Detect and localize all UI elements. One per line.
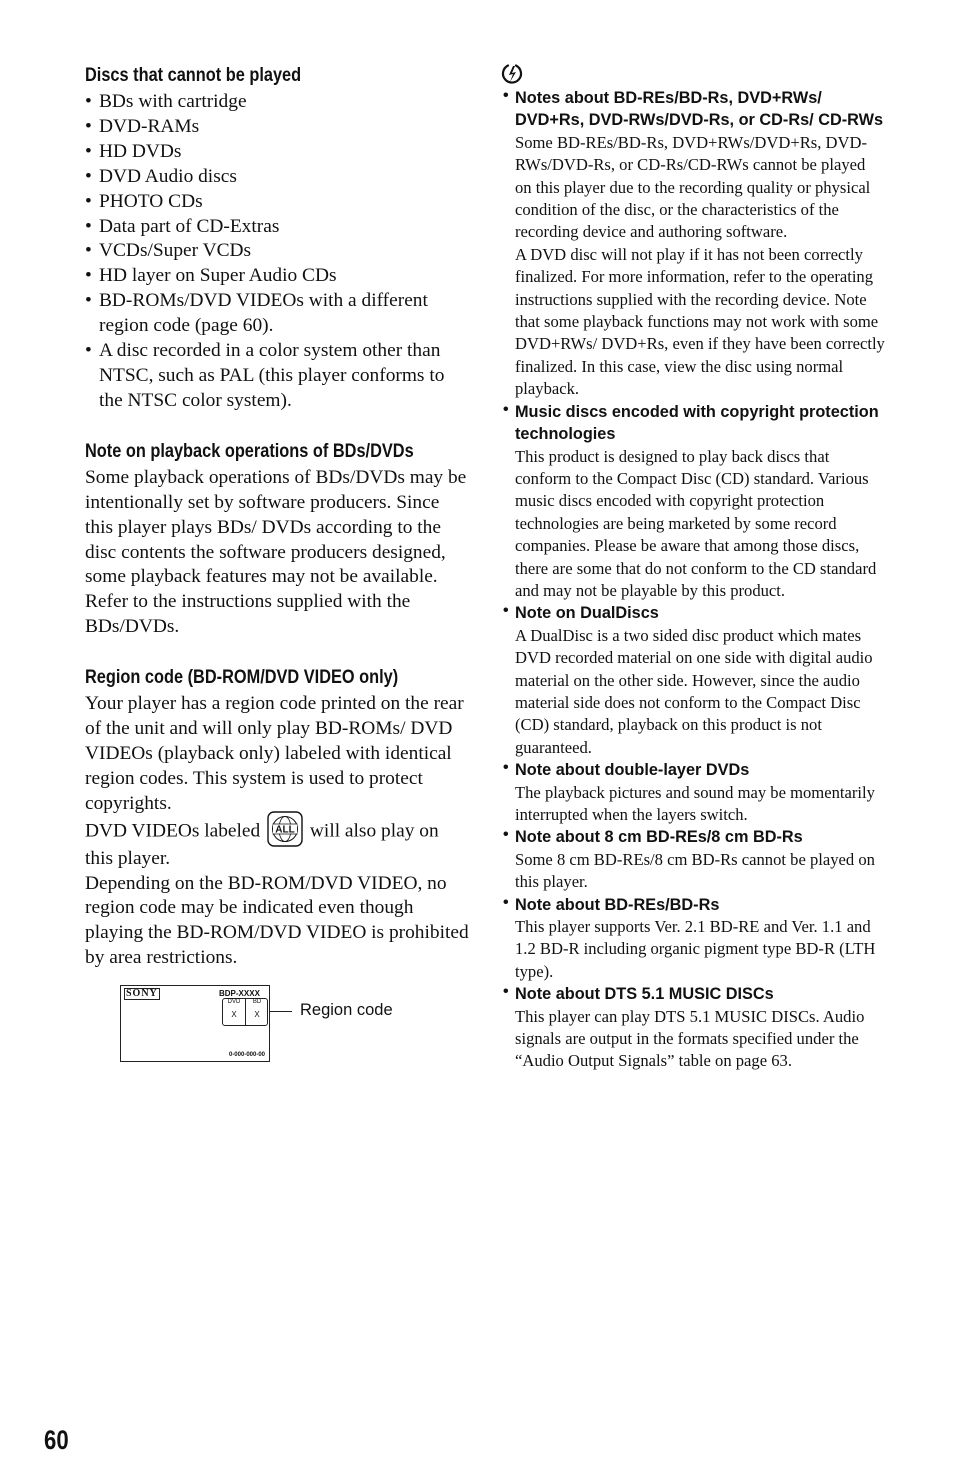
page-number: 60 <box>44 1425 69 1455</box>
heading-playback-operations: Note on playback operations of BDs/DVDs <box>85 440 414 462</box>
rear-label-illustration <box>120 985 270 1062</box>
region-all-text-before: DVD VIDEOs labeled <box>85 820 261 842</box>
bd-region-cell <box>246 999 268 1026</box>
heading-discs-cannot-play: Discs that cannot be played <box>85 65 302 86</box>
list-item: • PHOTO CDs <box>85 190 470 215</box>
list-item: • Data part of CD-Extras <box>85 215 470 240</box>
list-item: • DVD-RAMs <box>85 115 470 140</box>
note-bd-re-bd-r <box>500 894 885 984</box>
note-body: Some BD-REs/BD-Rs, DVD+RWs/DVD+Rs, DVD-RWs/DVD-Rs, or CD-Rs/CD-RWs cannot be played on this player due to the recording quality or physical condition of the disc, or the characteristics of the recording device and authoring software. <box>515 132 871 242</box>
note-body: The playback pictures and sound may be momentarily interrupted when the layers switch. <box>515 782 875 824</box>
list-item: • A disc recorded in a color system other than NTSC, such as PAL (this player conforms to the NTSC color system). <box>85 339 470 414</box>
note-dualdiscs <box>500 602 885 759</box>
note-double-layer-dvds <box>500 759 885 826</box>
list-item: • VCDs/Super VCDs <box>85 239 470 264</box>
note-body: This player can play DTS 5.1 MUSIC DISCs. Audio signals are output in the formats specified under the “Audio Output Signals” table on page 63. <box>515 1006 865 1071</box>
region-code-text: Your player has a region code printed on the rear of the unit and will only play BD-ROMs/ DVD VIDEOs (playback only) labeled with identical region codes. This system is used to protect copyrights. <box>85 693 464 814</box>
note-title: • Notes about BD-REs/BD-Rs, DVD+RWs/ DVD+Rs, DVD-RWs/DVD-Rs, or CD-Rs/ CD-RWs <box>515 89 884 130</box>
list-item: • HD DVDs <box>85 140 470 165</box>
region-restriction-text: Depending on the BD-ROM/DVD VIDEO, no region code may be indicated even though playing the BD-ROM/DVD VIDEO is prohibited by area restrictions. <box>85 872 469 969</box>
note-body: Some 8 cm BD-REs/8 cm BD-Rs cannot be played on this player. <box>515 849 875 892</box>
note-title: • Note about 8 cm BD-REs/8 cm BD-Rs <box>515 828 803 847</box>
region-all-logo-icon <box>267 811 303 847</box>
heading-region-code: Region code (BD-ROM/DVD VIDEO only) <box>85 667 399 689</box>
note-body: This product is designed to play back discs that conform to the Compact Disc (CD) standard. Various music discs encoded with copyright protection technologies are being marketed by some record companies. Please be aware that among those discs, there are some that do not conform to the CD standard and may not be playable by this product. <box>515 446 877 600</box>
note-dts-music-discs <box>500 983 885 1073</box>
list-item: • DVD Audio discs <box>85 165 470 190</box>
left-column <box>85 62 470 971</box>
note-body: A DualDisc is a two sided disc product which mates DVD recorded material on one side with digital audio material on the other side. However, since the audio material side does not conform to the Compact Disc (CD) standard, playback on this product is not guaranteed. <box>515 625 873 757</box>
note-title: • Note about DTS 5.1 MUSIC DISCs <box>515 985 774 1004</box>
dvd-region-value: X <box>231 1010 237 1019</box>
region-all-logo-text: ALL <box>275 824 295 836</box>
region-code-callout: Region code <box>300 1001 393 1019</box>
note-8cm-discs <box>500 826 885 893</box>
note-recordable-discs <box>500 87 885 401</box>
dvd-region-cell <box>223 999 246 1026</box>
bd-region-value: X <box>254 1010 260 1019</box>
region-all-text <box>85 817 470 872</box>
list-item: • HD layer on Super Audio CDs <box>85 264 470 289</box>
sony-logo: SONY <box>126 988 158 999</box>
region-code-box <box>222 998 268 1026</box>
right-column <box>500 62 885 1073</box>
list-item: • BD-ROMs/DVD VIDEOs with a different region code (page 60). <box>85 289 470 339</box>
note-title: • Note about double-layer DVDs <box>515 761 750 780</box>
unplayable-disc-list <box>85 90 470 414</box>
note-title: • Music discs encoded with copyright protection technologies <box>515 402 879 444</box>
note-body: This player supports Ver. 2.1 BD-RE and Ver. 1.1 and 1.2 BD-R including organic pigment type BD-R (LTH type). <box>515 917 876 981</box>
region-code-figure <box>120 985 420 1065</box>
note-icon <box>500 62 524 86</box>
note-title: • Note about BD-REs/BD-Rs <box>515 895 720 914</box>
list-item: • BDs with cartridge <box>85 90 470 115</box>
note-title: • Note on DualDiscs <box>515 604 659 623</box>
serial-number: 0-000-000-00 <box>228 1052 265 1058</box>
dvd-label: DVD <box>227 999 241 1005</box>
note-body-finalize: A DVD disc will not play if it has not been correctly finalized. For more information, refer to the operating instructions supplied with the recording device. Note that some playback functions may not work with some DVD+RWs/ DVD+Rs, even if they have been correctly finalized. In this case, view the disc using normal playback. <box>515 244 885 399</box>
region-all-text-after: will also play on this player. <box>85 820 439 869</box>
callout-line <box>270 1011 292 1012</box>
model-number: BDP-XXXX <box>219 989 260 998</box>
playback-operations-text: Some playback operations of BDs/DVDs may be intentionally set by software producers. Since this player plays BDs/ DVDs according to the disc contents the software producers designed, some playback features may not be available. Refer to the instructions supplied with the BDs/DVDs. <box>85 466 467 638</box>
bd-label: BD <box>252 999 262 1005</box>
note-copyright-music-discs <box>500 401 885 603</box>
